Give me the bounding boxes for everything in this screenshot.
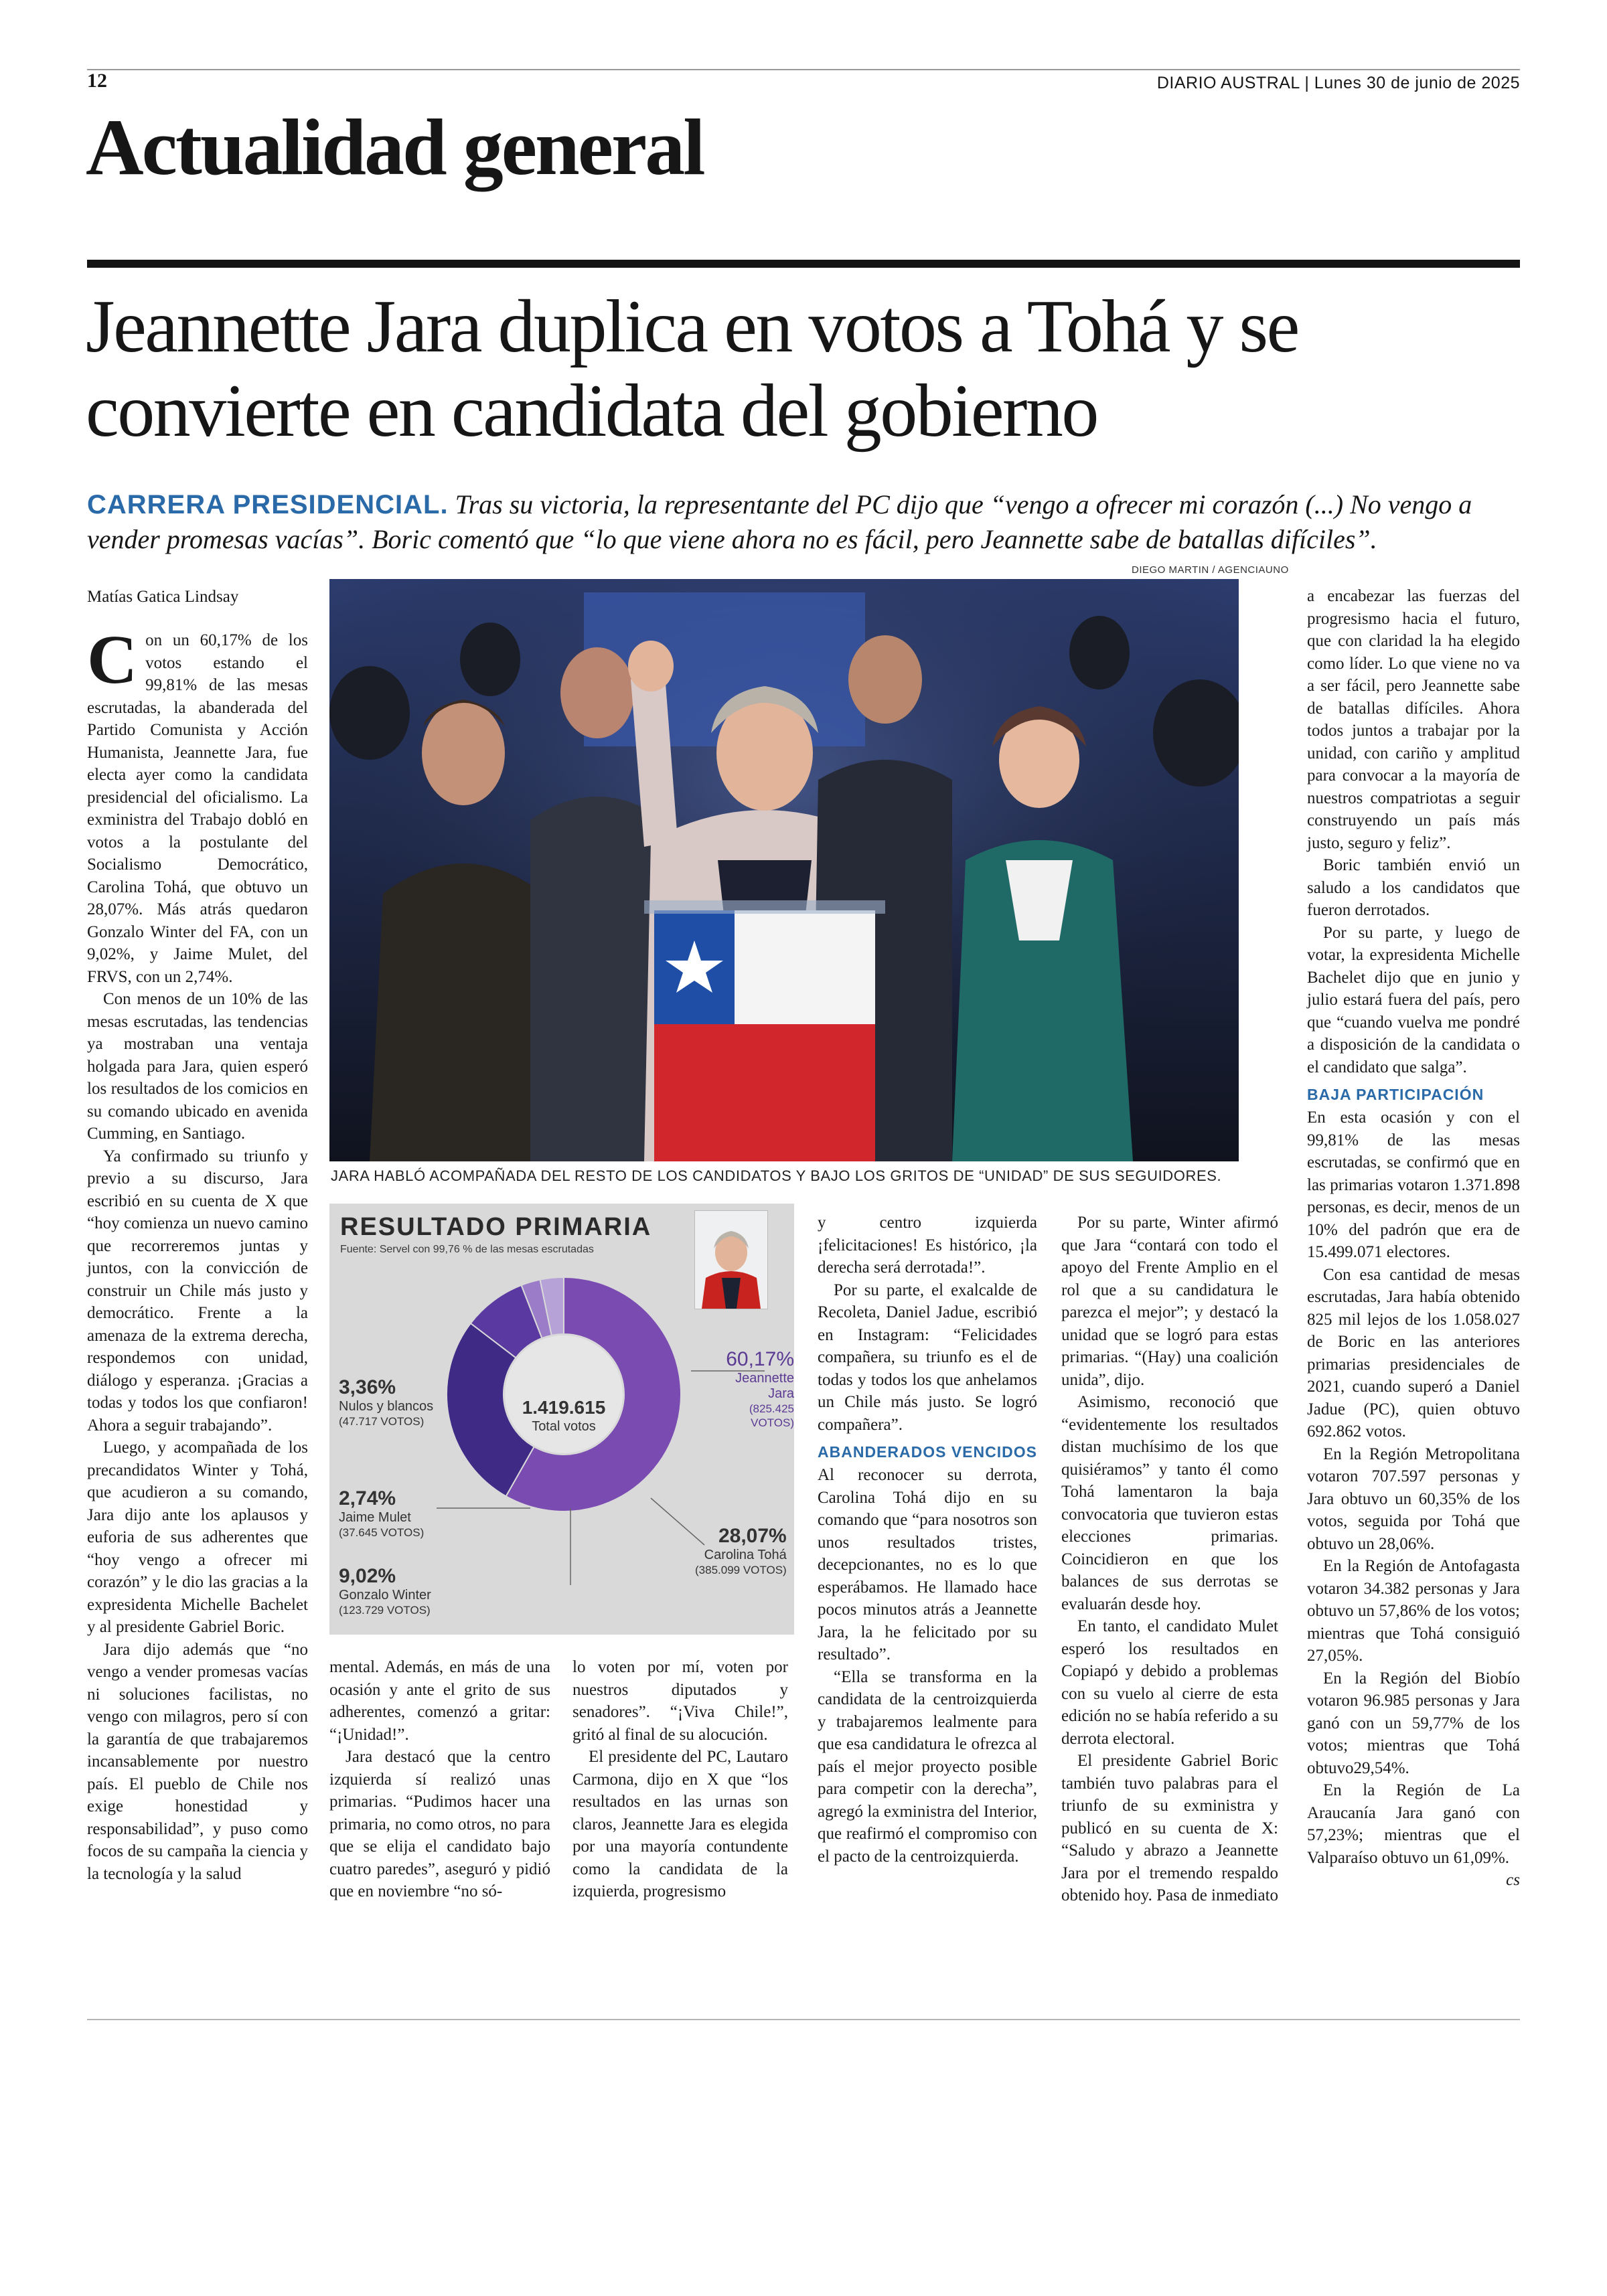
paragraph: “Ella se transforma en la candidata de la centroizquierda y trabajaremos lealmente para que esa candidatura le ofrezca al país el mejor proyecto posible para competir con la derecha”, agregó la exministra del Interior, que reafirmó el compromiso con el pacto de la centroizquierda.	[818, 1667, 1037, 1866]
lead-paragraph: Con un 60,17% de los votos estando el 99,81% de las mesas escrutadas, la abanderada del Partido Comunista y Acción Humanista, Jeannette Jara, fue electa ayer como la candidata presidencial del oficialismo. La exministra del Trabajo dobló en votos a la postulante del Socialismo Democrático, Carolina Tohá, que obtuvo un 28,07%. Más atrás quedaron Gonzalo Winter del FA, con un 9,02%, y Jaime Mulet, del FRVS, con un 2,74%.	[87, 621, 308, 986]
body-column-1	[87, 621, 308, 1885]
section-rule	[87, 260, 1520, 268]
bottom-rule	[87, 2019, 1520, 2020]
body-column-4	[818, 1212, 1037, 1868]
paragraph: Ya confirmado su triunfo y previo a su discurso, Jara escribió en su cuenta de X que “hoy comienza un nuevo camino que recorreremos juntas y juntos, con la convicción de construir un Chile más justo y democrático. Frente a la amenaza de la extrema derecha, respondemos con unidad, diálogo y esperanza. ¡Gracias a todas y todos los que confiaron! Ahora a seguir trabajando”.	[87, 1147, 308, 1434]
subhead-abanderados-vencidos: ABANDERADOS VENCIDOS	[818, 1443, 1037, 1461]
masthead: DIARIO AUSTRAL | Lunes 30 de junio de 2025	[1156, 74, 1520, 92]
paragraph: Con esa cantidad de mesas escrutadas, Jara había obtenido 825 mil lejos de los 1.058.027 de Boric en las anteriores primarias presidenciales de 2021, cuando superó a Daniel Jadue (PC), quien obtuvo 692.862 votos.	[1307, 1265, 1520, 1441]
headline: Jeannette Jara duplica en votos a Tohá y se convierte en candidata del gobierno	[86, 285, 1298, 453]
deck	[87, 487, 1520, 557]
photo-caption: JARA HABLÓ ACOMPAÑADA DEL RESTO DE LOS CANDIDATOS Y BAJO LOS GRITOS DE “UNIDAD” DE SUS SEGUIDORES.	[331, 1167, 1222, 1184]
paragraph: En la Región de La Araucanía Jara ganó con 57,23%; mientras que el Valparaíso obtuvo un 61,09%. cs	[1307, 1779, 1520, 1869]
paragraph: mental. Además, en más de una ocasión y ante el grito de sus adherentes, comenzó a gritar: “¡Unidad!”.	[329, 1658, 550, 1744]
top-rule	[87, 69, 1520, 70]
paragraph: Jara dijo además que “no vengo a vender promesas vacías ni soluciones facilistas, no vengo con milagros, pero sí con la garantía de que trabajaremos incansablemente por nuestro país. El pueblo de Chile nos exige honestidad y responsabilidad”, y puso como focos de su campaña la ciencia y la tecnología y la salud	[87, 1640, 308, 1883]
paragraph: a encabezar las fuerzas del progresismo hacia el futuro, que con claridad la ha elegido como líder. Lo que viene no va a ser fácil, pero Jeannette sabe de batallas difíciles. Ahora todos juntos a trabajar por la unidad, con cariño y amplitud para convocar a la mayoría de nuestros compatriotas a seguir construyendo un país más justo, seguro y feliz”.	[1307, 587, 1520, 852]
paragraph: El presidente del PC, Lautaro Carmona, dijo en X que “los resultados en las urnas son claros, Jeannette Jara es elegida por una mayoría contundente como la candidata de la izquierda, progresismo	[572, 1748, 788, 1900]
subhead-baja-participacion: BAJA PARTICIPACIÓN	[1307, 1086, 1484, 1103]
legend-nulos: 3,36% Nulos y blancos (47.717 VOTOS)	[339, 1376, 434, 1428]
body-column-3	[572, 1656, 788, 1903]
paragraph: Al reconocer su derrota, Carolina Tohá dijo en su comando que “para nosotros son unos resultados tristes, decepcionantes, no es lo que esperábamos. He llamado hace pocos minutos atrás a Jeannette Jara, la he felicitado por su resultado”.	[818, 1466, 1037, 1663]
donut-hole	[505, 1335, 623, 1453]
section-title: Actualidad general	[86, 102, 704, 191]
paragraph: lo voten por mí, voten por nuestros diputados y senadores”. “¡Viva Chile!”, gritó al final de su alocución.	[572, 1658, 788, 1744]
paragraph: Boric también envió un saludo a los candidatos que fueron derrotados.	[1307, 856, 1520, 919]
legend-toha: 28,07% Carolina Tohá (385.099 VOTOS)	[695, 1525, 787, 1576]
chart-subtitle: Fuente: Servel con 99,76 % de las mesas escrutadas	[340, 1244, 594, 1255]
body-column-6	[1307, 585, 1520, 1892]
body-column-5	[1061, 1212, 1278, 1907]
paragraph: En la Región Metropolitana votaron 707.597 personas y Jara obtuvo un 60,35% de los votos, seguida por Tohá que obtuvo un 28,06%.	[1307, 1445, 1520, 1553]
paragraph: En tanto, el candidato Mulet esperó los resultados en Copiapó y debido a problemas con su vuelo al cierre de esta edición no se había referido a su derrota electoral.	[1061, 1617, 1278, 1748]
body-column-2	[329, 1656, 550, 1903]
paragraph: En la Región de Antofagasta votaron 34.382 personas y Jara obtuvo un 57,86% de los votos; mientras que Tohá consiguió 27,05%.	[1307, 1557, 1520, 1665]
paragraph: Por su parte, el exalcalde de Recoleta, Daniel Jadue, escribió en Instagram: “Felicidades compañera, su triunfo es el de todas y todos los que anhelamos un Chile más justo. Se logró compañera”.	[818, 1281, 1037, 1434]
paragraph: En la Región del Biobío votaron 96.985 personas y Jara ganó con un 59,77% de los votos; mientras que Tohá obtuvo29,54%.	[1307, 1669, 1520, 1777]
legend-jara: 60,17% Jeannette Jara (825.425 VOTOS)	[726, 1348, 794, 1429]
candidate-portrait	[694, 1210, 768, 1309]
chart-title: RESULTADO PRIMARIA	[340, 1213, 652, 1241]
results-chart	[329, 1204, 794, 1635]
paragraph: El presidente Gabriel Boric también tuvo palabras para el triunfo de su exministra y publicó en su cuenta de X: “Saludo y abrazo a Jeannette Jara por el tremendo respaldo obtenido hoy. Pasa de inmediato	[1061, 1752, 1279, 1904]
drop-cap: C	[87, 621, 138, 698]
legend-mulet: 2,74% Jaime Mulet (37.645 VOTOS)	[339, 1487, 425, 1539]
deck-text: Tras su victoria, la representante del PC dijo que “vengo a ofrecer mi corazón (...) No vengo a vender promesas vacías”. Boric comentó que “lo que viene ahora no es fácil, pero Jeannette sabe de batallas difíciles”.	[87, 489, 1472, 554]
deck-kicker: CARRERA PRESIDENCIAL.	[87, 490, 449, 519]
paragraph: Por su parte, y luego de votar, la expresidenta Michelle Bachelet dijo que en junio y julio estará fuera del país, pero que “cuando vuelva me pondré a disposición de la candidata o el candidato que salga”.	[1307, 923, 1520, 1076]
donut-center: 1.419.615 Total votos	[522, 1397, 606, 1434]
paragraph: En esta ocasión y con el 99,81% de las mesas escrutadas, se confirmó que en las primarias votaron 1.371.898 personas, es decir, menos de un 10% del padrón que era de 15.499.071 electores.	[1307, 1109, 1520, 1261]
paragraph: Por su parte, Winter afirmó que Jara “contará con todo el apoyo del Frente Amplio en el rol que a su candidatura le parezca el mejor”; y destacó la unidad que se logró para estas primarias. “(Hay) una coalición unida”, dijo.	[1061, 1214, 1278, 1389]
paragraph: y centro izquierda ¡felicitaciones! Es histórico, ¡la derecha será derrotada!”.	[818, 1214, 1037, 1277]
paragraph: Luego, y acompañada de los precandidatos Winter y Tohá, que acudieron a su comando, Jara dijo ante los aplausos y euforia de sus adherentes que “hoy vengo a ofrecer mi corazón” y le dio las gracias a la expresidenta Michelle Bachelet y al presidente Gabriel Boric.	[87, 1439, 308, 1636]
paragraph: Con menos de un 10% de las mesas escrutadas, las tendencias ya mostraban una ventaja holgada para Jara, quien esperó los resultados de los comicios en su comando ubicado en avenida Cumming, en Santiago.	[87, 990, 308, 1143]
paragraph: Jara destacó que la centro izquierda sí realizó unas primarias. “Pudimos hacer una primaria, no como otros, no para que se elija el candidato bajo cuatro paredes”, aseguró y pidió que en noviembre “no só-	[329, 1748, 550, 1900]
paragraph: Asimismo, reconoció que “evidentemente los resultados distan muchísimo de los que quisiéramos” y tanto él como Tohá lamentaron la baja convocatoria que tuvieron estas elecciones primarias. Coincidieron en que los balances de sus derrotas se evaluarán desde hoy.	[1061, 1393, 1278, 1613]
rally-photo	[329, 579, 1239, 1161]
end-mark: cs	[1506, 1871, 1520, 1889]
photo-credit: DIEGO MARTIN / AGENCIAUNO	[1132, 564, 1289, 576]
page-number: 12	[87, 70, 107, 92]
byline: Matías Gatica Lindsay	[87, 588, 239, 606]
legend-winter: 9,02% Gonzalo Winter (123.729 VOTOS)	[339, 1565, 431, 1617]
